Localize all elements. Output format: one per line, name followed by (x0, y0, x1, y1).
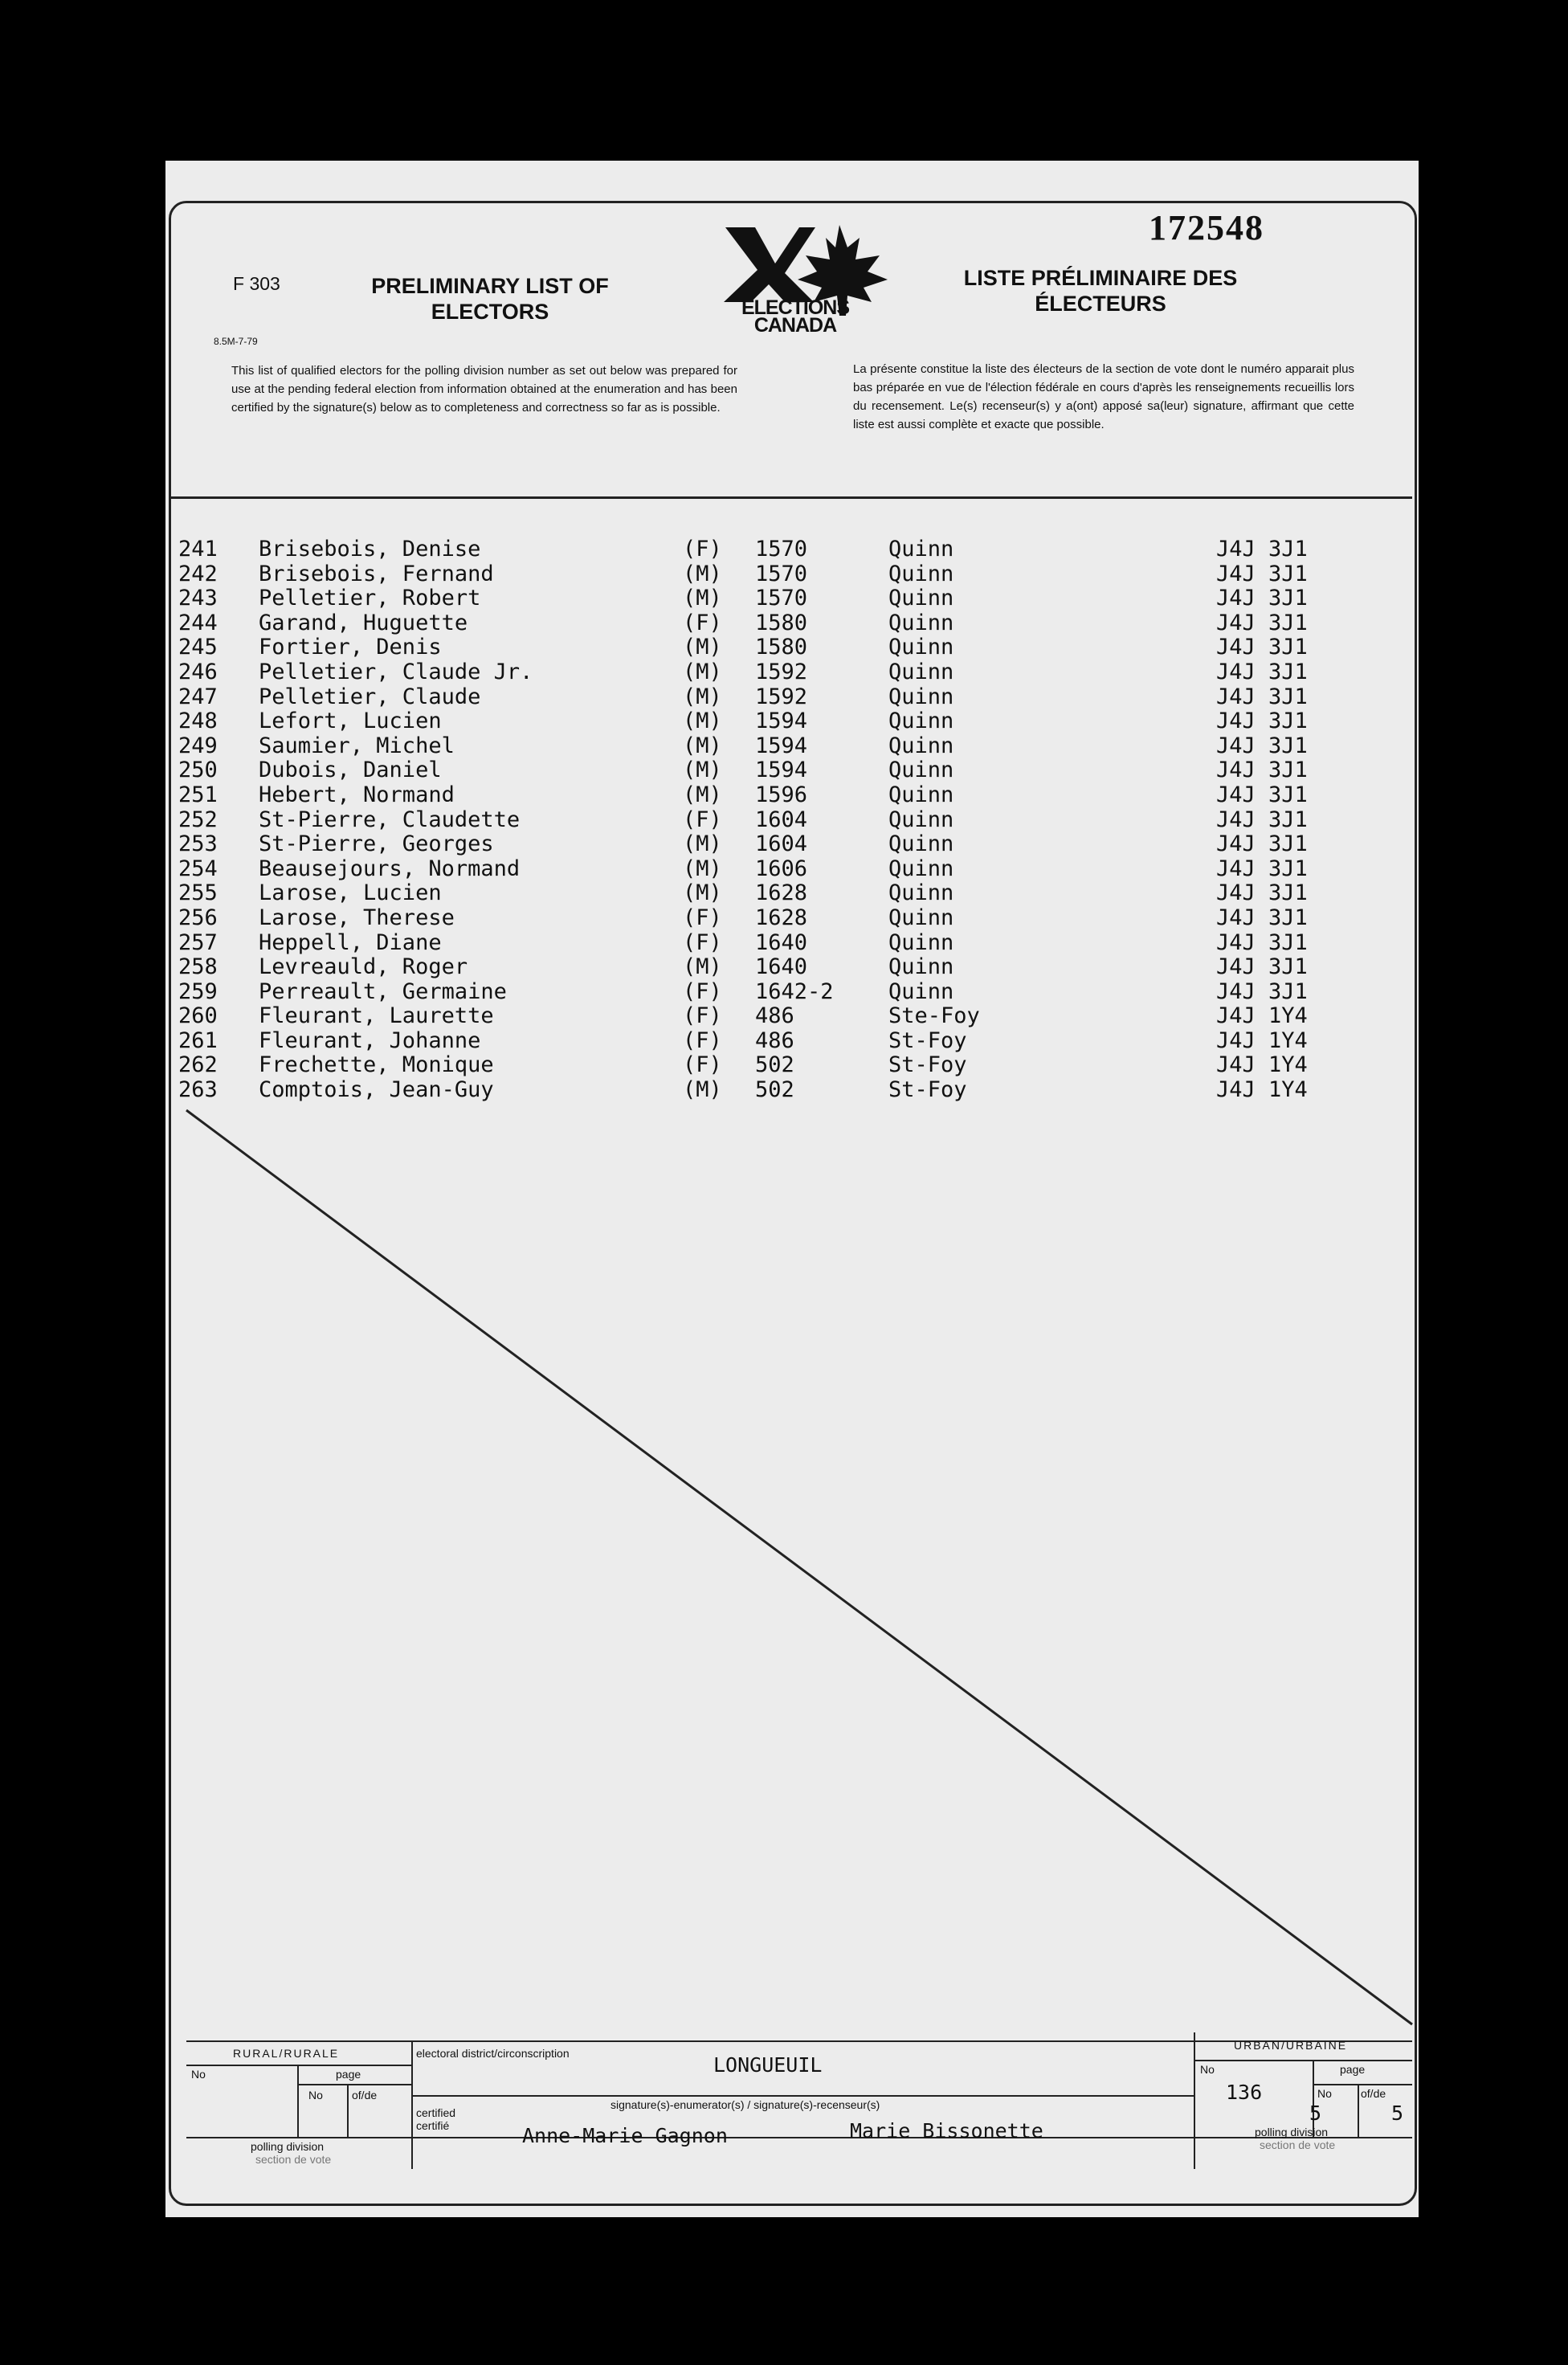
certified-label-fr: certifié (416, 2119, 450, 2132)
elector-street: Quinn (888, 929, 954, 955)
elector-name: Levreauld, Roger (259, 954, 468, 980)
elector-street-number: 486 (755, 1003, 794, 1029)
elector-sex: (F) (683, 537, 722, 562)
elector-street: Quinn (888, 758, 954, 783)
elector-name: Fleurant, Laurette (259, 1003, 494, 1029)
elector-sex: (F) (683, 929, 722, 955)
rural-label: RURAL/RURALE (233, 2047, 340, 2060)
urban-page-no-label: No (1317, 2087, 1332, 2100)
rural-polling-division-fr: section de vote (255, 2153, 332, 2166)
elector-street-number: 486 (755, 1027, 794, 1053)
elector-number: 253 (178, 831, 218, 857)
elector-street-number: 1640 (755, 954, 808, 980)
form-border (169, 201, 1417, 2206)
elector-name: Comptois, Jean-Guy (259, 1077, 494, 1103)
elector-postal-code: J4J 1Y4 (1216, 1003, 1308, 1029)
elector-row (178, 758, 1335, 782)
elector-number: 259 (178, 978, 218, 1004)
elector-name: Garand, Huguette (259, 610, 468, 635)
elector-row (178, 905, 1335, 930)
elector-number: 257 (178, 929, 218, 955)
intro-french: La présente constitue la liste des électeurs de la section de vote dont le numéro apparait plus bas préparée en vue de l'élection fédérale en cours d'après les renseignements recueillis lors du recensement. Le(s) recenseur(s) y a(ont) apposé sa(leur) signature, affirmant que cette liste est aussi complète et exacte que possible. (853, 362, 1354, 431)
elector-sex: (F) (683, 610, 722, 635)
elector-street: Quinn (888, 905, 954, 930)
elector-postal-code: J4J 1Y4 (1216, 1027, 1308, 1053)
elector-postal-code: J4J 3J1 (1216, 831, 1308, 857)
elector-postal-code: J4J 3J1 (1216, 978, 1308, 1004)
form-code: 8.5M-7-79 (214, 336, 258, 347)
page-value: 5 (1309, 2102, 1322, 2125)
elector-street: Quinn (888, 782, 954, 807)
elector-street-number: 1570 (755, 586, 808, 611)
elector-postal-code: J4J 3J1 (1216, 807, 1308, 832)
elector-street-number: 1592 (755, 684, 808, 709)
elector-street-number: 1580 (755, 635, 808, 660)
signature-1: Anne-Marie Gagnon (522, 2124, 728, 2147)
elector-name: Larose, Therese (259, 905, 455, 930)
footer-vline-1 (411, 2040, 413, 2169)
footer-rule-7 (186, 2137, 1412, 2138)
elector-name: Brisebois, Fernand (259, 561, 494, 586)
urban-label: URBAN/URBAINE (1234, 2039, 1348, 2052)
elector-street: Quinn (888, 537, 954, 562)
elector-street-number: 1640 (755, 929, 808, 955)
elector-sex: (M) (683, 954, 722, 980)
elector-number: 247 (178, 684, 218, 709)
elector-street-number: 1580 (755, 610, 808, 635)
elector-name: Lefort, Lucien (259, 709, 442, 734)
title-french (916, 265, 1285, 317)
elector-street: Quinn (888, 733, 954, 758)
elector-sex: (M) (683, 733, 722, 758)
elector-street-number: 1594 (755, 709, 808, 734)
urban-polling-division-fr: section de vote (1260, 2138, 1336, 2151)
elector-postal-code: J4J 3J1 (1216, 537, 1308, 562)
elector-number: 252 (178, 807, 218, 832)
footer-top-rule (186, 2040, 1412, 2042)
elector-sex: (F) (683, 978, 722, 1004)
footer-rule-5 (297, 2084, 411, 2085)
elector-row (178, 1003, 1335, 1028)
footer-rule-3 (1194, 2060, 1412, 2061)
elector-postal-code: J4J 3J1 (1216, 905, 1308, 930)
elector-street-number: 1570 (755, 561, 808, 586)
elector-sex: (F) (683, 807, 722, 832)
elector-street: Quinn (888, 709, 954, 734)
rural-polling-division-label: polling division (251, 2140, 325, 2153)
elector-sex: (M) (683, 635, 722, 660)
urban-polling-division-label: polling division (1255, 2126, 1329, 2138)
elector-street: Quinn (888, 856, 954, 881)
elector-name: Dubois, Daniel (259, 758, 442, 783)
elector-name: Larose, Lucien (259, 880, 442, 906)
elector-row (178, 954, 1335, 979)
elector-sex: (F) (683, 1027, 722, 1053)
elector-sex: (M) (683, 831, 722, 857)
elector-name: Heppell, Diane (259, 929, 442, 955)
logo-word-1: ELECTIONS (741, 296, 850, 319)
elector-postal-code: J4J 3J1 (1216, 709, 1308, 734)
elector-street: St-Foy (888, 1027, 967, 1053)
elector-name: Brisebois, Denise (259, 537, 481, 562)
elector-name: Saumier, Michel (259, 733, 455, 758)
elector-street-number: 1604 (755, 807, 808, 832)
elector-name: Pelletier, Robert (259, 586, 481, 611)
elector-street: Quinn (888, 954, 954, 980)
elector-row (178, 930, 1335, 955)
elector-row (178, 1077, 1335, 1102)
signatures-label: signature(s)-enumerator(s) / signature(s)-recenseur(s) (610, 2098, 880, 2111)
elector-row (178, 562, 1335, 586)
elector-postal-code: J4J 1Y4 (1216, 1052, 1308, 1078)
elector-postal-code: J4J 3J1 (1216, 782, 1308, 807)
elector-number: 241 (178, 537, 218, 562)
form-number: F 303 (233, 273, 280, 294)
elector-number: 242 (178, 561, 218, 586)
footer-vline-2 (1194, 2032, 1195, 2169)
elector-number: 256 (178, 905, 218, 930)
title-english (337, 273, 643, 325)
elector-number: 261 (178, 1027, 218, 1053)
elector-street: Quinn (888, 586, 954, 611)
rural-page-no-label: No (308, 2089, 323, 2102)
elector-number: 260 (178, 1003, 218, 1029)
elector-street-number: 1628 (755, 880, 808, 906)
elector-postal-code: J4J 3J1 (1216, 880, 1308, 906)
elector-sex: (M) (683, 782, 722, 807)
elector-list (178, 537, 1335, 1102)
elector-name: Beausejours, Normand (259, 856, 521, 881)
serial-number: 172548 (1149, 208, 1264, 247)
elector-postal-code: J4J 3J1 (1216, 610, 1308, 635)
intro-english: This list of qualified electors for the polling division number as set out below was prepared for use at the pending federal election from information obtained at the enumeration and has been certified by the signature(s) below as to completeness and correctness so far as is possible. (231, 364, 737, 415)
elector-number: 243 (178, 586, 218, 611)
district-value: LONGUEUIL (713, 2053, 823, 2077)
elector-row (178, 1028, 1335, 1053)
elector-number: 249 (178, 733, 218, 758)
title-fr-line-2: ÉLECTEURS (1035, 292, 1166, 316)
footer-vline-6 (1358, 2084, 1359, 2137)
elector-sex: (F) (683, 1003, 722, 1029)
elector-row (178, 979, 1335, 1004)
elector-postal-code: J4J 3J1 (1216, 586, 1308, 611)
elector-sex: (M) (683, 880, 722, 906)
elector-number: 250 (178, 758, 218, 783)
footer-vline-3 (297, 2065, 299, 2137)
elector-street: Quinn (888, 978, 954, 1004)
rural-page-label: page (336, 2068, 361, 2081)
elector-street-number: 1604 (755, 831, 808, 857)
elector-name: Fortier, Denis (259, 635, 442, 660)
elector-street-number: 1596 (755, 782, 808, 807)
elector-postal-code: J4J 3J1 (1216, 954, 1308, 980)
elector-name: St-Pierre, Claudette (259, 807, 521, 832)
urban-no-label: No (1200, 2063, 1215, 2076)
elector-number: 245 (178, 635, 218, 660)
elector-street: St-Foy (888, 1052, 967, 1078)
elector-street: Quinn (888, 831, 954, 857)
elector-name: Hebert, Normand (259, 782, 455, 807)
logo-wordmark (715, 296, 876, 337)
elector-street-number: 1570 (755, 537, 808, 562)
district-label: electoral district/circonscription (416, 2047, 570, 2060)
elector-street: St-Foy (888, 1077, 967, 1103)
rural-of-label: of/de (352, 2089, 378, 2102)
elector-number: 263 (178, 1077, 218, 1103)
elector-number: 248 (178, 709, 218, 734)
logo-x-mark (724, 227, 815, 302)
elector-row (178, 782, 1335, 807)
elector-name: Pelletier, Claude (259, 684, 481, 709)
title-fr-line-1: LISTE PRÉLIMINAIRE DES (963, 266, 1238, 290)
elector-sex: (M) (683, 586, 722, 611)
elector-sex: (M) (683, 856, 722, 881)
elector-postal-code: J4J 3J1 (1216, 659, 1308, 684)
logo-word-2: CANADA (753, 314, 837, 337)
urban-no-value: 136 (1226, 2081, 1263, 2104)
elector-street: Quinn (888, 659, 954, 684)
elector-sex: (M) (683, 561, 722, 586)
footer-vline-4 (347, 2084, 349, 2137)
elector-name: Pelletier, Claude Jr. (259, 659, 533, 684)
elector-row (178, 635, 1335, 660)
elector-postal-code: J4J 3J1 (1216, 561, 1308, 586)
elector-number: 251 (178, 782, 218, 807)
elector-sex: (M) (683, 659, 722, 684)
elector-postal-code: J4J 3J1 (1216, 929, 1308, 955)
elector-name: Fleurant, Johanne (259, 1027, 481, 1053)
elector-street-number: 1642-2 (755, 978, 834, 1004)
elector-sex: (M) (683, 709, 722, 734)
elector-postal-code: J4J 3J1 (1216, 856, 1308, 881)
elector-number: 262 (178, 1052, 218, 1078)
elector-postal-code: J4J 3J1 (1216, 635, 1308, 660)
footer-rule-6 (1313, 2084, 1412, 2085)
elector-sex: (F) (683, 1052, 722, 1078)
elector-street-number: 502 (755, 1052, 794, 1078)
elector-row (178, 684, 1335, 709)
elector-street: Quinn (888, 684, 954, 709)
elector-row (178, 709, 1335, 733)
of-value: 5 (1391, 2102, 1404, 2125)
title-en-line-2: ELECTORS (431, 300, 549, 324)
elector-number: 255 (178, 880, 218, 906)
urban-of-label: of/de (1361, 2087, 1386, 2100)
elector-row (178, 880, 1335, 905)
elector-street: Quinn (888, 635, 954, 660)
title-en-line-1: PRELIMINARY LIST OF (371, 274, 609, 298)
elector-name: Frechette, Monique (259, 1052, 494, 1078)
elector-postal-code: J4J 3J1 (1216, 733, 1308, 758)
elector-postal-code: J4J 3J1 (1216, 758, 1308, 783)
footer-rule-4 (411, 2095, 1194, 2097)
elector-name: Perreault, Germaine (259, 978, 507, 1004)
elector-street-number: 1628 (755, 905, 808, 930)
elector-street-number: 1592 (755, 659, 808, 684)
signature-2: Marie Bissonette (850, 2119, 1043, 2142)
elector-sex: (M) (683, 758, 722, 783)
elector-row (178, 807, 1335, 832)
elector-street: Quinn (888, 610, 954, 635)
elector-row (178, 537, 1335, 562)
elector-row (178, 586, 1335, 611)
elector-street: Ste-Foy (888, 1003, 980, 1029)
rural-no-label: No (191, 2068, 206, 2081)
footer-rule-2 (186, 2065, 411, 2066)
elector-street: Quinn (888, 561, 954, 586)
elector-number: 244 (178, 610, 218, 635)
urban-page-label: page (1340, 2063, 1366, 2076)
elector-sex: (M) (683, 684, 722, 709)
elector-row (178, 856, 1335, 881)
header-divider (170, 496, 1412, 499)
elector-street: Quinn (888, 880, 954, 906)
elector-row (178, 1052, 1335, 1077)
elector-sex: (F) (683, 905, 722, 930)
elector-postal-code: J4J 3J1 (1216, 684, 1308, 709)
elector-street-number: 1594 (755, 758, 808, 783)
certified-label: certified (416, 2106, 456, 2119)
elector-number: 258 (178, 954, 218, 980)
elector-number: 254 (178, 856, 218, 881)
elector-name: St-Pierre, Georges (259, 831, 494, 857)
elector-number: 246 (178, 659, 218, 684)
elector-row (178, 611, 1335, 635)
elector-row (178, 733, 1335, 758)
elector-street-number: 1606 (755, 856, 808, 881)
elector-row (178, 660, 1335, 684)
elector-sex: (M) (683, 1077, 722, 1103)
elector-street-number: 502 (755, 1077, 794, 1103)
elector-street-number: 1594 (755, 733, 808, 758)
elector-postal-code: J4J 1Y4 (1216, 1077, 1308, 1103)
elector-street: Quinn (888, 807, 954, 832)
elector-row (178, 831, 1335, 856)
